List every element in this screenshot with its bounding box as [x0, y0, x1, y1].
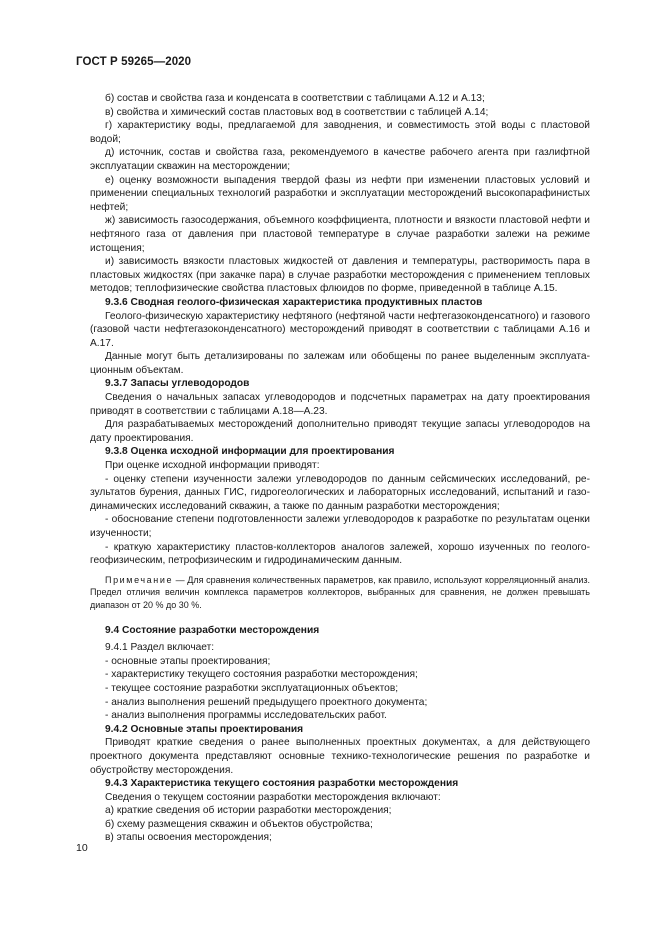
- paragraph: и) зависимость вязкости пластовых жидкостей от давления и температуры, растворимость пара в пластовых жидкостях (при закачке пара) в случае разработки месторождения с применением тепловых методов; теплофизические свойства пластовых флюидов по форме, приведенной в таблице А.15.: [90, 256, 590, 295]
- list-item: - анализ выполнения программы исследовательских работ.: [105, 710, 387, 722]
- list-item: в) этапы освоения месторождения;: [105, 832, 272, 844]
- paragraph: е) оценку возможности выпадения твердой фазы из нефти при изменении пластовых условий и применении специальных технологий разработки и эксплуатации месторождений высокопарафинистых нефтей;: [90, 174, 590, 213]
- list-item: а) краткие сведения об истории разработки месторождения;: [105, 805, 392, 817]
- paragraph: Данные могут быть детализированы по залежам или обобщены по ранее выделенным эксплуатационным объектам.: [90, 351, 590, 376]
- paragraph: д) источник, состав и свойства газа, рекомендуемого в качестве рабочего агента при газлифтной эксплуатации скважин на месторождении;: [90, 147, 590, 172]
- list-item: - оценку степени изученности залежи углеводородов по данным сейсмических исследований, результатов бурения, данных ГИС, гидрогеологических и лабораторных исследований, испытаний и газодинамических исследований скважин, а также по данным разработки месторождения;: [90, 473, 590, 512]
- list-item: б) схему размещения скважин и объектов обустройства;: [105, 818, 373, 830]
- paragraph: г) характеристику воды, предлагаемой для заводнения, и совместимость этой воды с пластовой водой;: [90, 120, 590, 145]
- subsection-heading: 9.3.6 Сводная геолого-физическая характеристика продуктивных пластов: [105, 296, 483, 308]
- subsection-heading: 9.3.7 Запасы углеводородов: [105, 378, 250, 390]
- paragraph: 9.4.1 Раздел включает:: [105, 642, 215, 654]
- subsection-heading: 9.4.3 Характеристика текущего состояния разработки месторождения: [105, 778, 459, 790]
- paragraph: Геолого-физическую характеристику нефтяного (нефтяной части нефтегазоконденсатного) и газового (газовой части нефтегазоконденсатного) месторождений приводят в соответствии с таблицами А.16 и А.17.: [90, 310, 590, 349]
- paragraph: б) состав и свойства газа и конденсата в соответствии с таблицами А.12 и А.13;: [105, 93, 485, 104]
- list-item: - основные этапы проектирования;: [105, 655, 271, 667]
- list-item: - обоснование степени подготовленности залежи углеводородов к разработке по результатам оценки изученности;: [90, 514, 590, 539]
- note: [90, 574, 590, 612]
- section-heading: 9.4 Состояние разработки месторождения: [105, 624, 320, 636]
- paragraph: Сведения о начальных запасах углеводородов и подсчетных параметрах на дату проектирования приводят в соответствии с таблицами А.18—А.23.: [90, 392, 590, 417]
- paragraph: Сведения о текущем состоянии разработки месторождения включают:: [105, 791, 441, 803]
- subsection-heading: 9.3.8 Оценка исходной информации для проектирования: [105, 446, 395, 458]
- list-item: - краткую характеристику пластов-коллекторов аналогов залежей, хорошо изученных по геологогеофизическим, петрофизическим и гидродинамическим данным.: [90, 541, 590, 567]
- list-item: - характеристику текущего состояния разработки месторождения;: [105, 669, 418, 681]
- paragraph: в) свойства и химический состав пластовых вод в соответствии с таблицей А.14;: [105, 106, 489, 118]
- paragraph: При оценке исходной информации приводят:: [105, 460, 320, 472]
- note-text: — Для сравнения количественных параметров, как правило, используют корреляционный анализ. Предел отличия величин комплекса параметров коллекторов, выбранных для сравнения, не должен превышать диапазон от 20 % до 30 %.: [90, 574, 590, 610]
- standard-header: ГОСТ Р 59265—2020: [76, 56, 192, 68]
- paragraph: Приводят краткие сведения о ранее выполненных проектных документах, а для действующего проектного документа представляют основные технико-технологические решения по разработке и обустройству месторождения.: [90, 737, 590, 776]
- subsection-heading: 9.4.2 Основные этапы проектирования: [105, 723, 304, 735]
- list-item: - текущее состояние разработки эксплуатационных объектов;: [105, 682, 399, 694]
- paragraph: ж) зависимость газосодержания, объемного коэффициента, плотности и вязкости пластовой нефти и нефтяного газа от давления при пластовой температуре в случае разработки залежи на режиме истощения;: [90, 215, 590, 254]
- note-label: Примечание: [105, 574, 174, 585]
- list-item: - анализ выполнения решений предыдущего проектного документа;: [105, 696, 428, 708]
- paragraph: Для разрабатываемых месторождений дополнительно приводят текущие запасы углеводородов на дату проектирования.: [90, 419, 590, 444]
- page-body: [90, 92, 590, 845]
- page-number: 10: [76, 842, 88, 854]
